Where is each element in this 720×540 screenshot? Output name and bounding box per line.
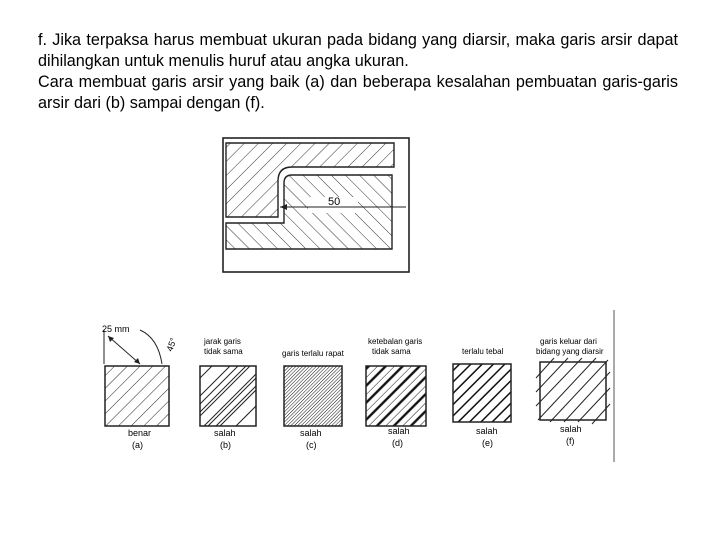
panel-d-letter: (d): [392, 438, 403, 448]
panel-c-top-label: garis terlalu rapat: [282, 349, 344, 358]
panel-c-box: [284, 366, 342, 426]
panel-c-letter: (c): [306, 440, 317, 450]
panel-c-caption: salah: [300, 428, 322, 438]
instruction-text: [38, 30, 678, 114]
angle-label: 45°: [164, 336, 179, 353]
panel-e-top-label: terlalu tebal: [462, 347, 504, 356]
panel-f-letter: (f): [566, 436, 575, 446]
panel-a-caption: benar: [128, 428, 152, 438]
panel-d-caption: salah: [388, 426, 410, 436]
hatching-examples-figure: [96, 308, 620, 462]
panel-b-letter: (b): [220, 440, 231, 450]
paragraph-1: f. Jika terpaksa harus membuat ukuran pada bidang yang diarsir, maka garis arsir dapat dihilangkan untuk menulis huruf atau angka ukuran.: [38, 31, 678, 70]
panel-f-caption: salah: [560, 424, 582, 434]
panel-d-top-label: ketebalan garis tidak sama: [368, 337, 423, 356]
panel-e-letter: (e): [482, 438, 493, 448]
hatched-section-dimension-figure: [222, 137, 410, 273]
panel-a-letter: (a): [132, 440, 143, 450]
paragraph-2: Cara membuat garis arsir yang baik (a) dan beberapa kesalahan pembuatan garis-garis arsir dari (b) sampai dengan (f).: [38, 73, 678, 112]
panel-e-caption: salah: [476, 426, 498, 436]
panel-a-box: [105, 366, 169, 426]
panel-b-box: [200, 366, 256, 426]
dimension-label: 50: [328, 196, 341, 208]
panel-b-top-label: jarak garis tidak sama: [204, 337, 243, 356]
panel-e-box: [453, 364, 511, 422]
panel-f-top-label: garis keluar dari bidang yang diarsir: [536, 337, 604, 356]
dimension-25mm-label: 25 mm: [102, 324, 130, 334]
panel-b-caption: salah: [214, 428, 236, 438]
panel-d-box: [366, 366, 426, 426]
